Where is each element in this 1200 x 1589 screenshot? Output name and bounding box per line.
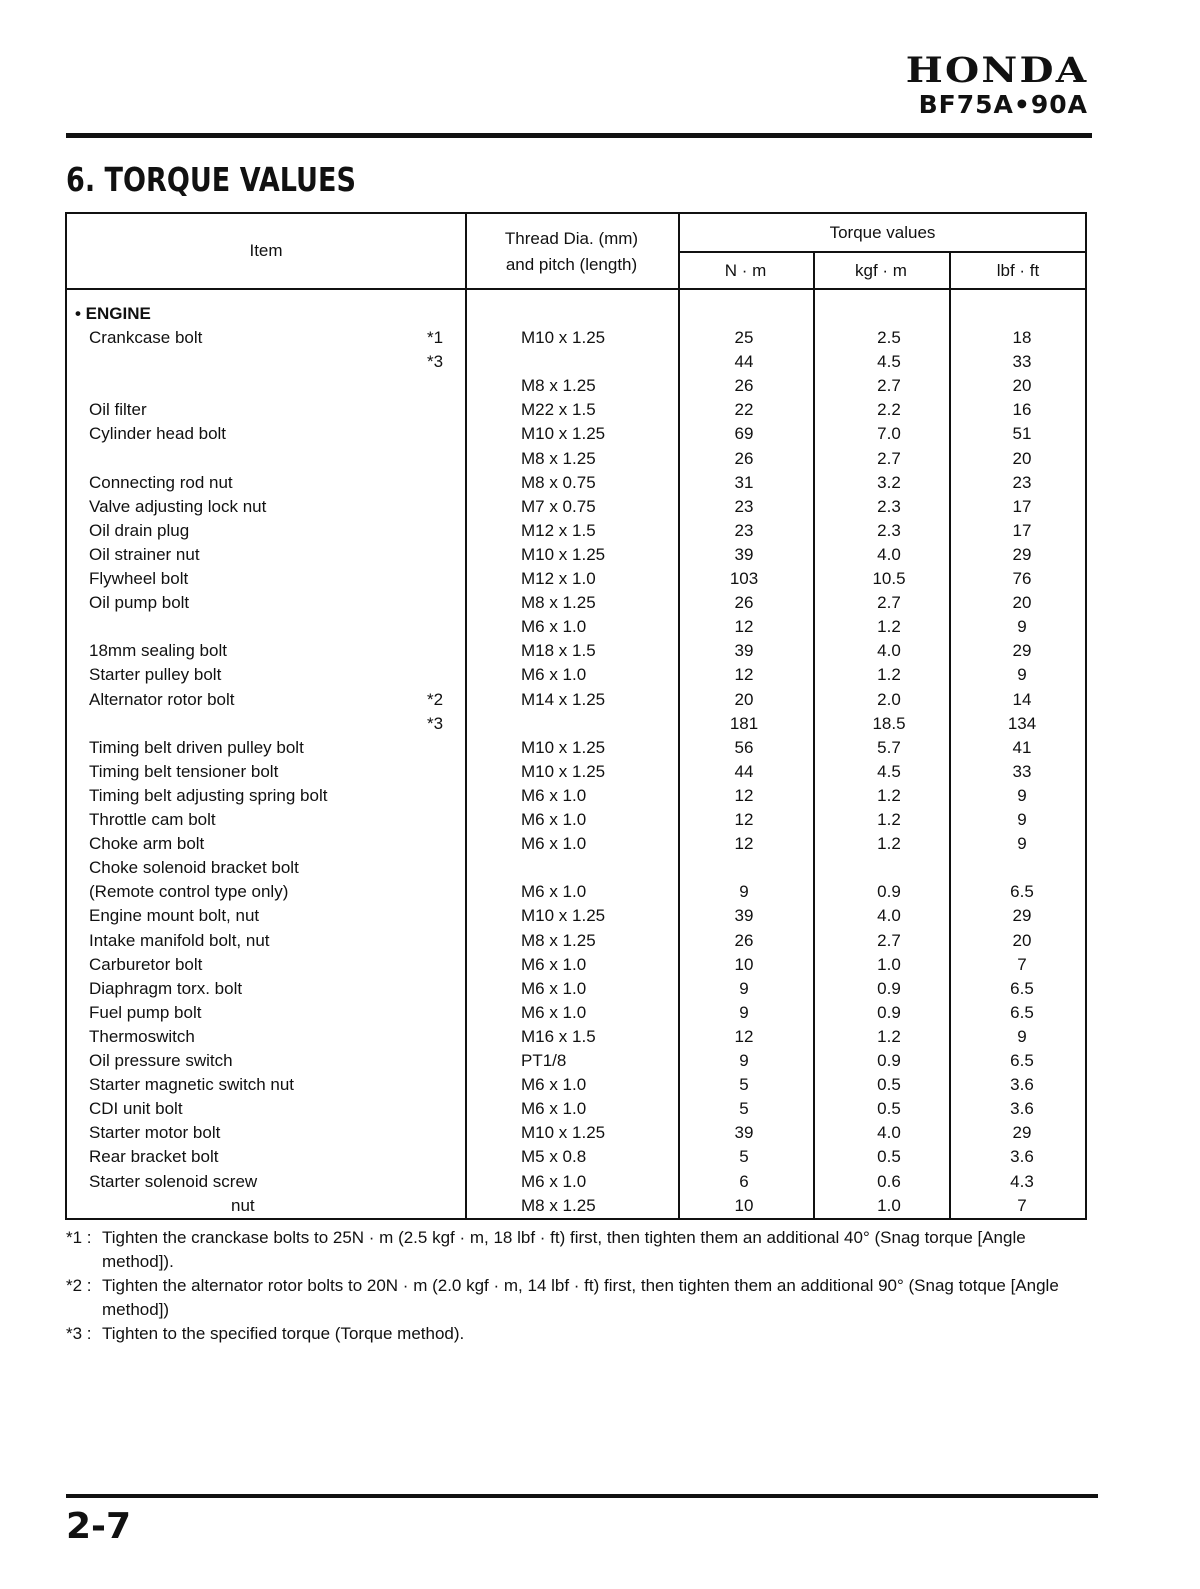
torque-lbf: 20 [1012, 448, 1032, 468]
torque-nm: 5 [739, 1147, 749, 1167]
torque-nm: 39 [734, 1123, 754, 1143]
table-row [67, 543, 1085, 567]
item-name: Starter magnetic switch nut [89, 1075, 295, 1095]
header-thread [465, 226, 678, 278]
item-name: Timing belt adjusting spring bolt [89, 785, 328, 805]
torque-nm: 6 [739, 1171, 749, 1191]
item-name: Flywheel bolt [89, 569, 189, 588]
table-row [67, 495, 1085, 519]
torque-nm: 39 [734, 641, 754, 661]
table-row [67, 1145, 1085, 1169]
torque-nm: 5 [739, 1099, 749, 1119]
table-row [67, 929, 1085, 953]
item-name: Choke arm bolt [89, 834, 205, 854]
brand-logo: HONDA [905, 50, 1088, 91]
torque-lbf: 3.6 [1010, 1099, 1034, 1119]
torque-lbf: 33 [1012, 761, 1032, 781]
thread-spec: M10 x 1.25 [521, 328, 606, 347]
torque-lbf: 9 [1017, 810, 1027, 829]
torque-lbf: 20 [1012, 593, 1032, 613]
item-name: Timing belt tensioner bolt [89, 761, 279, 781]
torque-kgf: 0.9 [877, 882, 901, 902]
item-name: Oil pump bolt [89, 593, 190, 613]
torque-lbf: 7 [1017, 1195, 1027, 1215]
table-row [67, 1170, 1085, 1194]
item-name: Cylinder head bolt [89, 424, 227, 444]
torque-nm: 39 [734, 906, 754, 926]
torque-kgf: 5.7 [877, 737, 901, 757]
torque-kgf: 7.0 [877, 424, 901, 444]
footnote-text: Tighten the alternator rotor bolts to 20N · m (2.0 kgf · m, 14 lbf · ft) first, then tighten them an additional 90° (Snag totque [Angle method]) [102, 1276, 1059, 1319]
torque-kgf: 2.0 [877, 689, 901, 709]
torque-lbf: 9 [1017, 785, 1027, 805]
table-row [67, 591, 1085, 615]
torque-kgf: 0.9 [877, 978, 901, 998]
table-row [67, 639, 1085, 663]
thread-spec: PT1/8 [521, 1051, 567, 1070]
header-nm: N · m [724, 261, 767, 280]
torque-nm: 26 [734, 593, 754, 613]
thread-spec: M10 x 1.25 [521, 761, 606, 781]
thread-spec: M8 x 1.25 [521, 448, 596, 468]
torque-kgf: 2.7 [877, 930, 901, 950]
torque-nm: 9 [739, 882, 749, 902]
brand-header [905, 50, 1088, 120]
torque-nm: 20 [734, 689, 754, 709]
torque-kgf: 1.0 [877, 1195, 901, 1215]
item-name: Valve adjusting lock nut [89, 496, 267, 516]
footnote-mark: *3 : [66, 1324, 92, 1343]
item-name: Rear bracket bolt [89, 1147, 219, 1167]
thread-spec: M5 x 0.8 [521, 1147, 587, 1167]
table-row [67, 519, 1085, 543]
torque-nm: 9 [739, 1002, 749, 1022]
item-name: Carburetor bolt [89, 954, 203, 974]
thread-spec: M6 x 1.0 [521, 1099, 587, 1119]
torque-lbf: 7 [1017, 954, 1027, 974]
item-name: Starter solenoid screw [89, 1171, 258, 1191]
torque-nm: 12 [734, 785, 754, 805]
header-kgf: kgf · m [855, 261, 907, 280]
thread-spec: M6 x 1.0 [521, 954, 587, 974]
table-row [67, 1194, 1085, 1218]
torque-nm: 12 [734, 810, 754, 829]
thread-spec: M7 x 0.75 [521, 496, 596, 516]
torque-kgf: 10.5 [872, 569, 906, 588]
table-row [67, 688, 1085, 712]
torque-lbf: 18 [1012, 328, 1032, 347]
torque-kgf: 4.0 [877, 1123, 901, 1143]
thread-spec: M6 x 1.0 [521, 1075, 587, 1095]
torque-kgf: 1.2 [877, 1026, 901, 1046]
torque-nm: 9 [739, 978, 749, 998]
table-row [67, 350, 1085, 374]
torque-nm: 31 [734, 472, 754, 492]
table-row [67, 808, 1085, 832]
page-title: 6. TORQUE VALUES [66, 160, 356, 199]
torque-lbf: 33 [1012, 352, 1032, 372]
torque-kgf: 2.7 [877, 448, 901, 468]
thread-spec: M8 x 1.25 [521, 930, 596, 950]
thread-spec: M16 x 1.5 [521, 1026, 596, 1046]
table-row [67, 856, 1085, 880]
table-row [67, 374, 1085, 398]
table-row [67, 760, 1085, 784]
header-thread-line2: and pitch (length) [505, 255, 638, 274]
torque-nm: 181 [729, 713, 759, 733]
torque-nm: 9 [739, 1051, 749, 1070]
torque-kgf: 2.7 [877, 376, 901, 396]
thread-spec: M8 x 0.75 [521, 472, 596, 492]
torque-lbf: 29 [1012, 1123, 1032, 1143]
torque-nm: 12 [734, 1026, 754, 1046]
item-name: Crankcase bolt [89, 328, 203, 347]
table-row [67, 615, 1085, 639]
item-name: Starter pulley bolt [89, 665, 222, 685]
torque-lbf: 4.3 [1010, 1171, 1034, 1191]
item-name: Oil strainer nut [89, 544, 200, 564]
header-item: Item [249, 241, 283, 260]
footnote-mark: *1 : [66, 1228, 92, 1247]
torque-kgf: 0.5 [877, 1075, 901, 1095]
thread-spec: M6 x 1.0 [521, 810, 587, 829]
footnote [66, 1226, 1090, 1274]
footnote-text: Tighten to the specified torque (Torque method). [102, 1324, 465, 1343]
torque-nm: 44 [734, 761, 754, 781]
item-name: Starter motor bolt [89, 1123, 221, 1143]
torque-lbf: 76 [1012, 569, 1032, 588]
torque-lbf: 17 [1012, 520, 1032, 540]
thread-spec: M10 x 1.25 [521, 424, 606, 444]
item-note: *3 [427, 713, 444, 733]
table-row [67, 663, 1085, 687]
item-name: Choke solenoid bracket bolt [89, 858, 299, 878]
torque-lbf: 20 [1012, 930, 1032, 950]
torque-kgf: 4.0 [877, 906, 901, 926]
torque-lbf: 23 [1012, 472, 1032, 492]
item-name: Engine mount bolt, nut [89, 906, 260, 926]
torque-nm: 12 [734, 617, 754, 637]
item-note: *2 [427, 689, 444, 709]
footnotes [66, 1226, 1090, 1346]
table-row [67, 398, 1085, 422]
torque-kgf: 0.9 [877, 1002, 901, 1022]
thread-spec: M10 x 1.25 [521, 1123, 606, 1143]
thread-spec: M12 x 1.0 [521, 569, 596, 588]
torque-nm: 56 [734, 737, 754, 757]
item-name: Diaphragm torx. bolt [89, 978, 243, 998]
torque-nm: 39 [734, 544, 754, 564]
thread-spec: M22 x 1.5 [521, 400, 596, 420]
table-row [67, 832, 1085, 856]
torque-kgf: 4.0 [877, 641, 901, 661]
torque-kgf: 0.6 [877, 1171, 901, 1191]
model-name: BF75A•90A [918, 90, 1088, 119]
torque-kgf: 2.5 [877, 328, 901, 347]
table-row [67, 1073, 1085, 1097]
torque-lbf: 14 [1012, 689, 1032, 709]
torque-kgf: 18.5 [872, 713, 906, 733]
torque-lbf: 17 [1012, 496, 1032, 516]
torque-kgf: 1.2 [877, 834, 901, 854]
torque-kgf: 4.5 [877, 352, 901, 372]
item-name: Oil drain plug [89, 520, 190, 540]
table-row [67, 1001, 1085, 1025]
torque-kgf: 2.3 [877, 496, 901, 516]
table-row [67, 712, 1085, 736]
torque-kgf: 2.2 [877, 400, 901, 420]
torque-kgf: 1.2 [877, 810, 901, 829]
header-lbf: lbf · ft [996, 261, 1040, 280]
table-row [67, 471, 1085, 495]
torque-nm: 26 [734, 448, 754, 468]
torque-kgf: 1.2 [877, 785, 901, 805]
footnote [66, 1274, 1090, 1322]
item-name: nut [231, 1195, 255, 1215]
item-name: (Remote control type only) [89, 882, 289, 902]
item-name: Oil filter [89, 400, 147, 420]
thread-spec: M14 x 1.25 [521, 689, 606, 709]
torque-kgf: 3.2 [877, 472, 901, 492]
item-name: 18mm sealing bolt [89, 641, 227, 661]
torque-kgf: 0.5 [877, 1147, 901, 1167]
torque-lbf: 6.5 [1010, 882, 1034, 902]
thread-spec: M10 x 1.25 [521, 906, 606, 926]
torque-kgf: 4.0 [877, 544, 901, 564]
torque-nm: 26 [734, 376, 754, 396]
bottom-rule [66, 1494, 1098, 1498]
torque-lbf: 6.5 [1010, 1002, 1034, 1022]
torque-lbf: 41 [1012, 737, 1032, 757]
footnote-mark: *2 : [66, 1276, 92, 1295]
torque-kgf: 2.3 [877, 520, 901, 540]
item-note: *1 [427, 328, 444, 347]
thread-spec: M6 x 1.0 [521, 1171, 587, 1191]
thread-spec: M6 x 1.0 [521, 834, 587, 854]
table-row [67, 1049, 1085, 1073]
table-row [67, 736, 1085, 760]
torque-lbf: 16 [1012, 400, 1032, 420]
page-number: 2-7 [66, 1506, 132, 1547]
torque-lbf: 134 [1007, 713, 1037, 733]
thread-spec: M12 x 1.5 [521, 520, 596, 540]
table-row [67, 326, 1085, 350]
header-torque-values: Torque values [829, 223, 936, 242]
torque-kgf: 2.7 [877, 593, 901, 613]
item-name: Thermoswitch [89, 1026, 195, 1046]
section-engine: • ENGINE [75, 304, 151, 323]
torque-lbf: 9 [1017, 665, 1027, 685]
torque-lbf: 6.5 [1010, 1051, 1034, 1070]
item-name: Fuel pump bolt [89, 1002, 202, 1022]
torque-kgf: 0.9 [877, 1051, 901, 1070]
torque-lbf: 3.6 [1010, 1075, 1034, 1095]
thread-spec: M18 x 1.5 [521, 641, 596, 661]
thread-spec: M6 x 1.0 [521, 617, 587, 637]
item-name: Connecting rod nut [89, 472, 233, 492]
footnote-text: Tighten the cranckase bolts to 25N · m (2.5 kgf · m, 18 lbf · ft) first, then tighten them an additional 40° (Snag torque [Angle method]). [102, 1228, 1026, 1271]
torque-nm: 10 [734, 954, 754, 974]
item-name: Alternator rotor bolt [89, 689, 235, 709]
table-row [67, 567, 1085, 591]
top-rule [66, 133, 1092, 138]
thread-spec: M10 x 1.25 [521, 737, 606, 757]
thread-spec: M6 x 1.0 [521, 1002, 587, 1022]
thread-spec: M8 x 1.25 [521, 593, 596, 613]
item-name: Oil pressure switch [89, 1051, 233, 1070]
table-row [67, 880, 1085, 904]
thread-spec: M6 x 1.0 [521, 665, 587, 685]
torque-nm: 23 [734, 520, 754, 540]
table-row [67, 1097, 1085, 1121]
torque-lbf: 29 [1012, 641, 1032, 661]
table-row [67, 784, 1085, 808]
torque-nm: 12 [734, 834, 754, 854]
header-thread-line1: Thread Dia. (mm) [504, 229, 639, 248]
table-row [67, 1121, 1085, 1145]
item-name: Throttle cam bolt [89, 810, 216, 829]
thread-spec: M6 x 1.0 [521, 785, 587, 805]
torque-nm: 10 [734, 1195, 754, 1215]
header-divider [678, 251, 1085, 253]
torque-nm: 12 [734, 665, 754, 685]
torque-nm: 103 [729, 569, 759, 588]
torque-nm: 22 [734, 400, 754, 420]
torque-lbf: 51 [1012, 424, 1032, 444]
torque-kgf: 0.5 [877, 1099, 901, 1119]
torque-nm: 26 [734, 930, 754, 950]
torque-kgf: 1.2 [877, 617, 901, 637]
header-bottom-rule [67, 288, 1085, 290]
torque-lbf: 20 [1012, 376, 1032, 396]
item-note: *3 [427, 352, 444, 372]
table-row [67, 447, 1085, 471]
thread-spec: M8 x 1.25 [521, 1195, 596, 1215]
torque-lbf: 29 [1012, 544, 1032, 564]
torque-kgf: 1.0 [877, 954, 901, 974]
torque-kgf: 1.2 [877, 665, 901, 685]
table-row [67, 422, 1085, 446]
thread-spec: M10 x 1.25 [521, 544, 606, 564]
torque-lbf: 9 [1017, 617, 1027, 637]
table-row [67, 977, 1085, 1001]
item-name: Timing belt driven pulley bolt [89, 737, 304, 757]
thread-spec: M6 x 1.0 [521, 978, 587, 998]
torque-nm: 25 [734, 328, 754, 347]
torque-nm: 69 [734, 424, 754, 444]
torque-table [65, 212, 1087, 1220]
torque-nm: 44 [734, 352, 754, 372]
torque-nm: 23 [734, 496, 754, 516]
table-row [67, 904, 1085, 928]
footnote [66, 1322, 1090, 1346]
torque-lbf: 9 [1017, 834, 1027, 854]
item-name: CDI unit bolt [89, 1099, 183, 1119]
table-row [67, 953, 1085, 977]
item-name: Intake manifold bolt, nut [89, 930, 270, 950]
table-row [67, 1025, 1085, 1049]
torque-kgf: 4.5 [877, 761, 901, 781]
torque-lbf: 6.5 [1010, 978, 1034, 998]
thread-spec: M6 x 1.0 [521, 882, 587, 902]
torque-nm: 5 [739, 1075, 749, 1095]
torque-lbf: 29 [1012, 906, 1032, 926]
torque-lbf: 3.6 [1010, 1147, 1034, 1167]
thread-spec: M8 x 1.25 [521, 376, 596, 396]
section-row [67, 302, 1085, 326]
torque-lbf: 9 [1017, 1026, 1027, 1046]
